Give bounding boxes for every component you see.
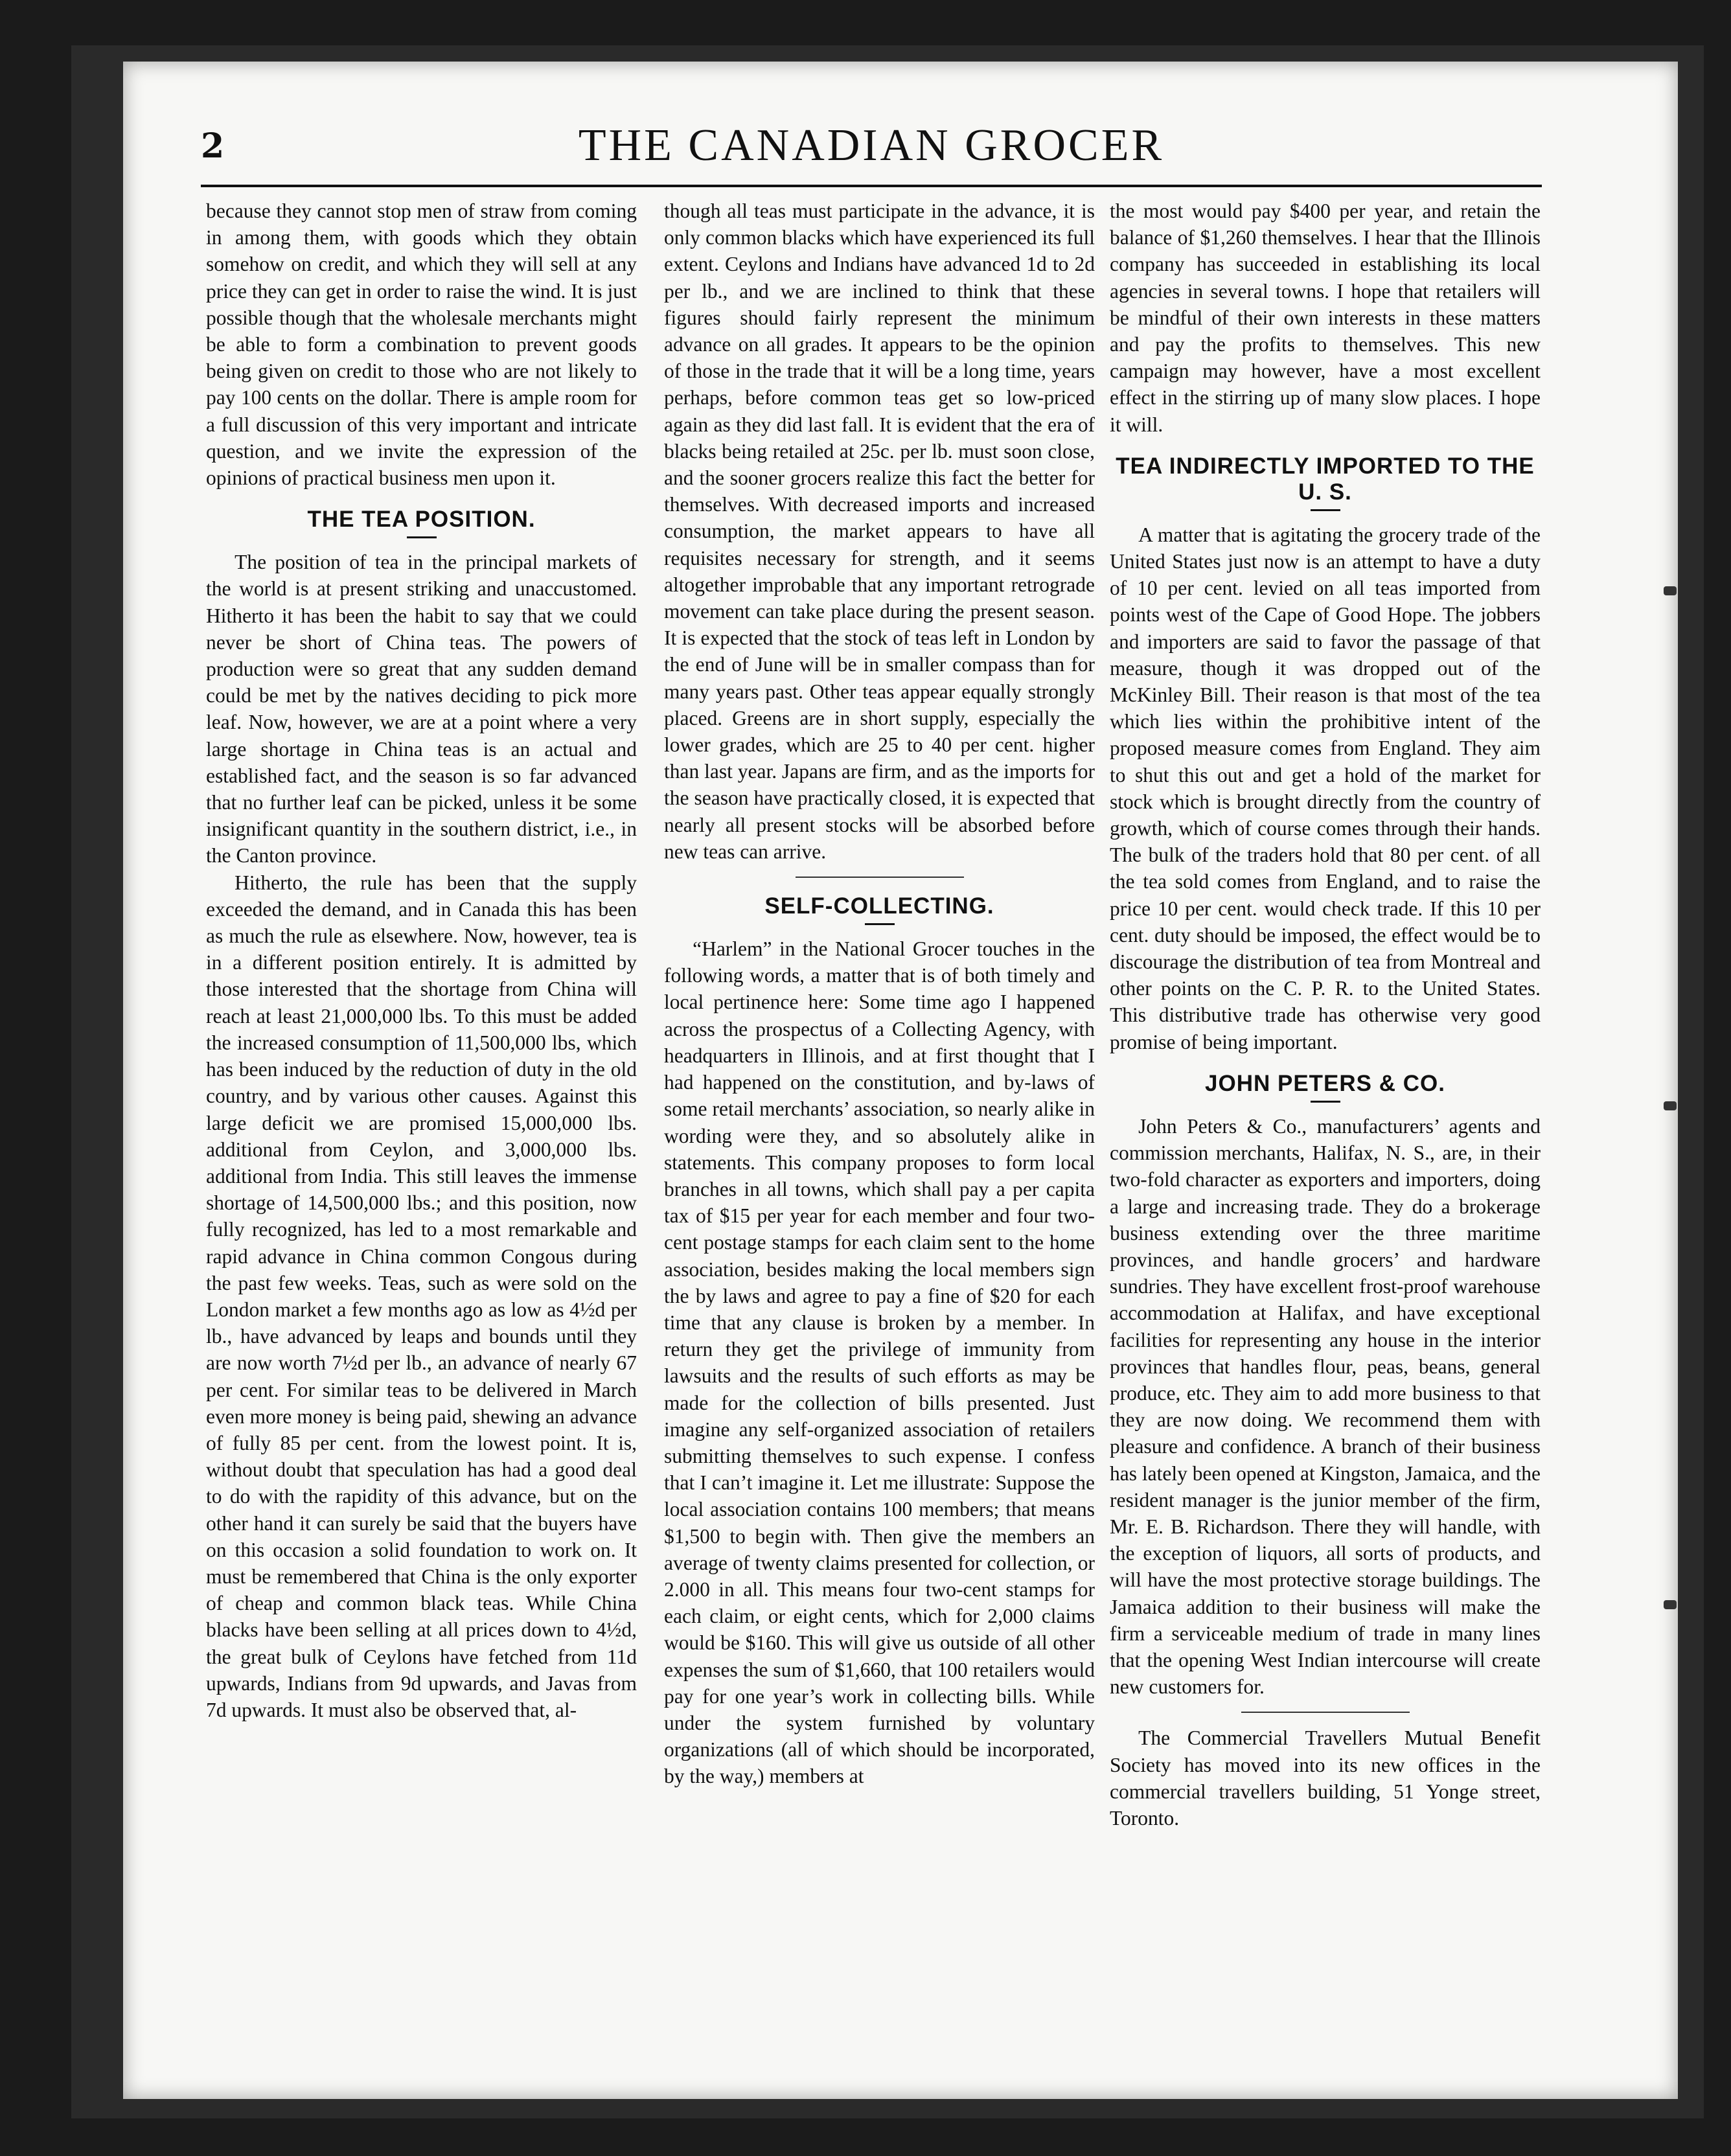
binding-mark — [1664, 1600, 1677, 1609]
article-heading: TEA INDIRECTLY IMPORTED TO THE U. S. — [1116, 453, 1535, 505]
binding-mark — [1664, 1101, 1677, 1110]
article-paragraph: because they cannot stop men of straw from coming in among them, with goods which they obtain somehow on credit, and which they will sell at any price they can get in order to raise the wind. It is just possible though that the wholesale merchants might be able to form a combination to prevent goods being given on credit to those who are not likely to pay 100 cents on the dollar. There is ample room for a full discussion of this very important and intricate question, and we invite the expression of the opinions of practical business men upon it. — [206, 200, 637, 490]
article-paragraph: “Harlem” in the National Grocer touches in the following words, a matter that is of both timely and local pertinence here: Some time ago I happened across the prospectus of a Collecting Agency, with headquarters in Illinois, and at first thought that I had happened on the constitution, and by-laws of some retail merchants’ association, so nearly alike in wording were they, and so absolutely alike in statements. This company proposes to form local branches in all towns, which shall pay a per capita tax of $15 per year for each member and four two-cent postage stamps for each claim sent to the home association, besides making the local members sign the by laws and agree to pay a fine of $20 for each time that any clause is broken by a member. In return they get the privilege of immunity from lawsuits and the results of such efforts as may be made for the collection of bills presented. Just imagine any self-organized association of retailers submitting themselves to such expense. I confess that I can’t imagine it. Let me illustrate: Suppose the local association contains 100 members; that means $1,500 to begin with. Then give the members an average of twenty claims presented for collection, or 2.000 in all. This means four two-cent stamps for each claim, or eight cents, which for 2,000 claims would be $160. This will give us outside of all other expenses the sum of $1,660, that 100 retailers would pay for one year’s work in collecting bills. While under the system furnished by voluntary organizations (all of which should be incorporated, by the way,) members at — [664, 937, 1095, 1788]
article-paragraph: A matter that is agitating the grocery trade of the United States just now is an attempt to have a duty of 10 per cent. levied on all teas imported from points west of the Cape of Good Hope. The jobbers and importers are said to favor the passage of that measure, though it was dropped out of the McKinley Bill. Their reason is that most of the tea which lies within the prohibitive intent of the proposed measure comes from England. They aim to shut this out and get a hold of the market for stock which is brought directly from the country of growth, which of course comes through their hands. The bulk of the traders hold that 80 per cent. of all the tea sold comes from England, and to raise the price 10 per cent. would check trade. If this 10 per cent. duty should be imposed, the effect would be to discourage the distribution of tea from Montreal and other points on the C. P. R. to the United States. This distributive trade has otherwise very good promise of being important. — [1110, 523, 1541, 1053]
article-paragraph: though all teas must participate in the advance, it is only common blacks which have experienced its full extent. Ceylons and Indians have advanced 1d to 2d per lb., and we are inclined to think that these figures should fairly represent the minimum advance on all grades. It appears to be the opinion of those in the trade that it will be a long time, years perhaps, before common teas get so low-priced again as they did last fall. It is evident that the era of blacks being retailed at 25c. per lb. must soon close, and the sooner grocers realize this fact the better for themselves. With decreased imports and increased consumption, the market appears to have all requisites necessary for strength, and it seems altogether improbable that any important retrograde movement can take place during the present season. It is expected that the stock of teas left in London by the end of June will be in smaller compass than for many years past. Other teas appear equally strongly placed. Greens are in short supply, especially the lower grades, which are 25 to 40 per cent. higher than last year. Japans are firm, and as the imports for the season have practically closed, it is expected that nearly all present stocks will be absorbed before new teas can arrive. — [664, 200, 1095, 863]
article-heading: THE TEA POSITION. — [307, 507, 536, 533]
column-1 — [206, 198, 637, 1723]
heading-dash — [1311, 509, 1340, 511]
page-header — [201, 120, 1542, 185]
heading-dash — [865, 923, 895, 925]
heading-dash — [407, 536, 437, 538]
column-3 — [1110, 198, 1541, 1831]
article-heading: SELF-COLLECTING. — [764, 893, 994, 919]
article-paragraph: The position of tea in the principal markets of the world is at present striking and unaccustomed. Hitherto it has been the habit to say that we could never be short of China teas. The powers of production were so great that any sudden demand could be met by the natives deciding to pick more leaf. Now, however, we are at a point where a very large shortage in China teas is an actual and established fact, and the season is so far advanced that no further leaf can be picked, unless it be some insignificant quantity in the southern district, i.e., in the Canton province. — [206, 551, 637, 867]
section-separator — [796, 877, 964, 878]
section-separator — [1241, 1712, 1410, 1713]
page-number: 2 — [201, 126, 225, 166]
masthead-title: THE CANADIAN GROCER — [578, 120, 1165, 170]
heading-dash — [1311, 1101, 1340, 1103]
binding-mark — [1664, 586, 1677, 595]
column-2 — [664, 198, 1095, 1790]
article-paragraph: the most would pay $400 per year, and retain the balance of $1,260 themselves. I hear that the Illinois company has succeeded in establishing its local agencies in several towns. I hope that retailers will be mindful of their own interests in these matters and pay the profits to themselves. This new campaign may however, have a most excellent effect in the stirring up of many slow places. I hope it will. — [1110, 200, 1541, 436]
article-heading: JOHN PETERS & CO. — [1205, 1070, 1445, 1096]
header-rule — [201, 185, 1542, 187]
article-paragraph: Hitherto, the rule has been that the supply exceeded the demand, and in Canada this has been as much the rule as elsewhere. Now, however, tea is in a different position entirely. It is admitted by those interested that the shortage from China will reach at least 21,000,000 lbs. To this must be added the increased consumption of 11,500,000 lbs, which has been induced by the reduction of duty in the old country, and by various other causes. Against this large deficit we are promised 15,000,000 lbs. additional from Ceylon, and 3,000,000 lbs. additional from India. This still leaves the immense shortage of 14,500,000 lbs.; and this position, now fully recognized, has led to a most remarkable and rapid advance in China common Congous during the past few weeks. Teas, such as were sold on the London market a few months ago as low as 4½d per lb., have advanced by leaps and bounds until they are now worth 7½d per lb., an advance of nearly 67 per cent. For similar teas to be delivered in March even more money is being paid, shewing an advance of fully 85 per cent. from the lowest point. It is, without doubt that speculation has had a good deal to do with the rapidity of this advance, but on the other hand it can surely be said that the buyers have on this occasion a solid foundation to work on. It must be remembered that China is the only exporter of cheap and common black teas. While China blacks have been selling at all prices down to 4½d, the great bulk of Ceylons have fetched from 11d upwards, Indians from 9d upwards, and Javas from 7d upwards. It must also be observed that, al- — [206, 871, 637, 1721]
article-paragraph: The Commercial Travellers Mutual Benefit Society has moved into its new offices in the commercial travellers building, 51 Yonge street, Toronto. — [1110, 1726, 1541, 1829]
article-paragraph: John Peters & Co., manufacturers’ agents and commission merchants, Halifax, N. S., are, in their two-fold character as exporters and importers, doing a large and increasing trade. They do a brokerage business extending over the three maritime provinces, and handle grocers’ and hardware sundries. They have excellent frost-proof warehouse accommodation at Halifax, and have exceptional facilities for representing any house in the interior provinces that handles flour, peas, beans, general produce, etc. They aim to add more business to that they are now doing. We recommend them with pleasure and confidence. A branch of their business has lately been opened at Kingston, Jamaica, and the resident manager is the junior member of the firm, Mr. E. B. Richardson. There they will handle, with the exception of liquors, all sorts of products, and will have the most protective storage buildings. The Jamaica addition to their business will make the firm a serviceable medium of trade in many lines that the opening West Indian intercourse will create new customers for. — [1110, 1114, 1541, 1699]
